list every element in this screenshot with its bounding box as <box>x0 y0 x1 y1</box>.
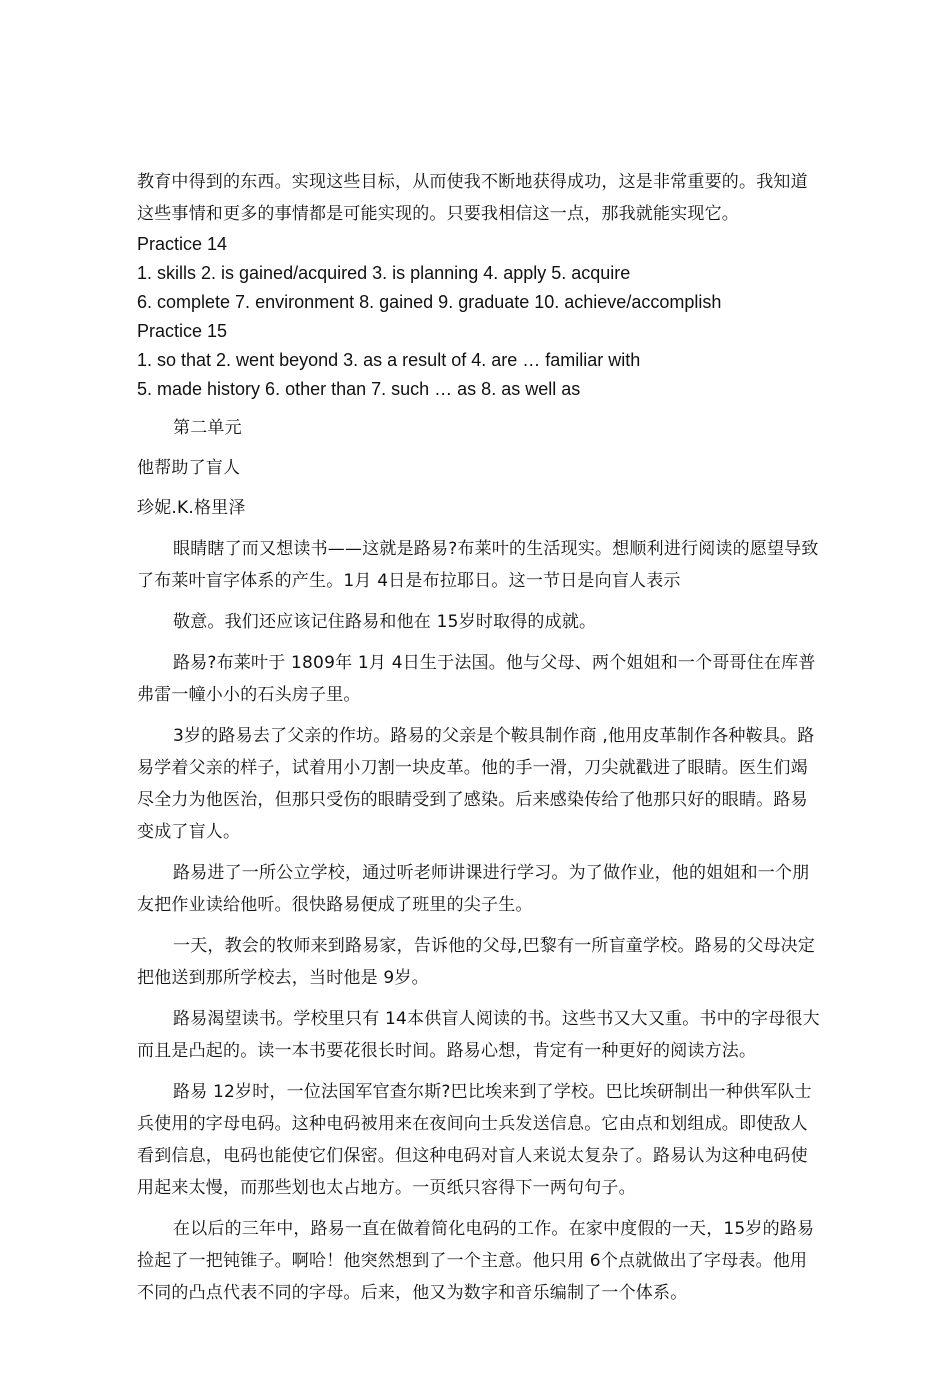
body-paragraph: 眼睛瞎了而又想读书——这就是路易?布莱叶的生活现实。想顺利进行阅读的愿望导致了布莱叶盲字体系的产生。1月 4日是布拉耶日。这一节日是向盲人表示 <box>137 539 819 591</box>
body-paragraph: 路易渴望读书。学校里只有 14本供盲人阅读的书。这些书又大又重。书中的字母很大而且是凸起的。读一本书要花很长时间。路易心想，肯定有一种更好的阅读方法。 <box>137 1009 820 1061</box>
body-paragraph: 3岁的路易去了父亲的作坊。路易的父亲是个鞍具制作商 ,他用皮革制作各种鞍具。路易学着父亲的样子，试着用小刀割一块皮革。他的手一滑，刀尖就戳进了眼睛。医生们竭尽全力为他医治，但那只受伤的眼睛受到了感染。后来感染传给了他那只好的眼睛。路易变成了盲人。 <box>137 726 815 842</box>
intro-paragraph: 教育中得到的东西。实现这些目标，从而使我不断地获得成功，这是非常重要的。我知道这些事情和更多的事情都是可能实现的。只要我相信这一点，那我就能实现它。 <box>137 172 808 224</box>
story-author: 珍妮.K.格里泽 <box>137 498 246 518</box>
practice-14-heading: Practice 14 <box>137 234 228 254</box>
body-paragraph: 一天，教会的牧师来到路易家，告诉他的父母,巴黎有一所盲童学校。路易的父母决定把他送到那所学校去，当时他是 9岁。 <box>137 936 816 988</box>
unit-heading: 第二单元 <box>173 418 242 438</box>
body-paragraph: 路易?布莱叶于 1809年 1月 4日生于法国。他与父母、两个姐姐和一个哥哥住在库普弗雷一幢小小的石头房子里。 <box>137 653 816 705</box>
document-page <box>137 166 823 1309</box>
body-paragraph: 路易进了一所公立学校，通过听老师讲课进行学习。为了做作业，他的姐姐和一个朋友把作业读给他听。很快路易便成了班里的尖子生。 <box>137 863 810 915</box>
practice-15-answers-line-2: 5. made history 6. other than 7. such … as 8. as well as <box>137 379 581 399</box>
practice-15-heading: Practice 15 <box>137 321 228 341</box>
practice-15-answers-line-1: 1. so that 2. went beyond 3. as a result of 4. are … familiar with <box>137 350 641 370</box>
story-title: 他帮助了盲人 <box>137 458 241 478</box>
body-paragraph: 敬意。我们还应该记住路易和他在 15岁时取得的成就。 <box>173 612 597 632</box>
practice-14-answers-line-2: 6. complete 7. environment 8. gained 9. graduate 10. achieve/accomplish <box>137 292 722 312</box>
body-paragraph: 路易 12岁时，一位法国军官查尔斯?巴比埃来到了学校。巴比埃研制出一种供军队士兵使用的字母电码。这种电码被用来在夜间向士兵发送信息。它由点和划组成。即使敌人看到信息，电码也能使它们保密。但这种电码对盲人来说太复杂了。路易认为这种电码使用起来太慢，而那些划也太占地方。一页纸只容得下一两句句子。 <box>137 1082 812 1198</box>
body-paragraph: 在以后的三年中，路易一直在做着简化电码的工作。在家中度假的一天，15岁的路易捡起了一把钝锥子。啊哈！他突然想到了一个主意。他只用 6个点就做出了字母表。他用不同的凸点代表不同的字母。后来，他又为数字和音乐编制了一个体系。 <box>137 1219 815 1303</box>
practice-14-answers-line-1: 1. skills 2. is gained/acquired 3. is planning 4. apply 5. acquire <box>137 263 631 283</box>
